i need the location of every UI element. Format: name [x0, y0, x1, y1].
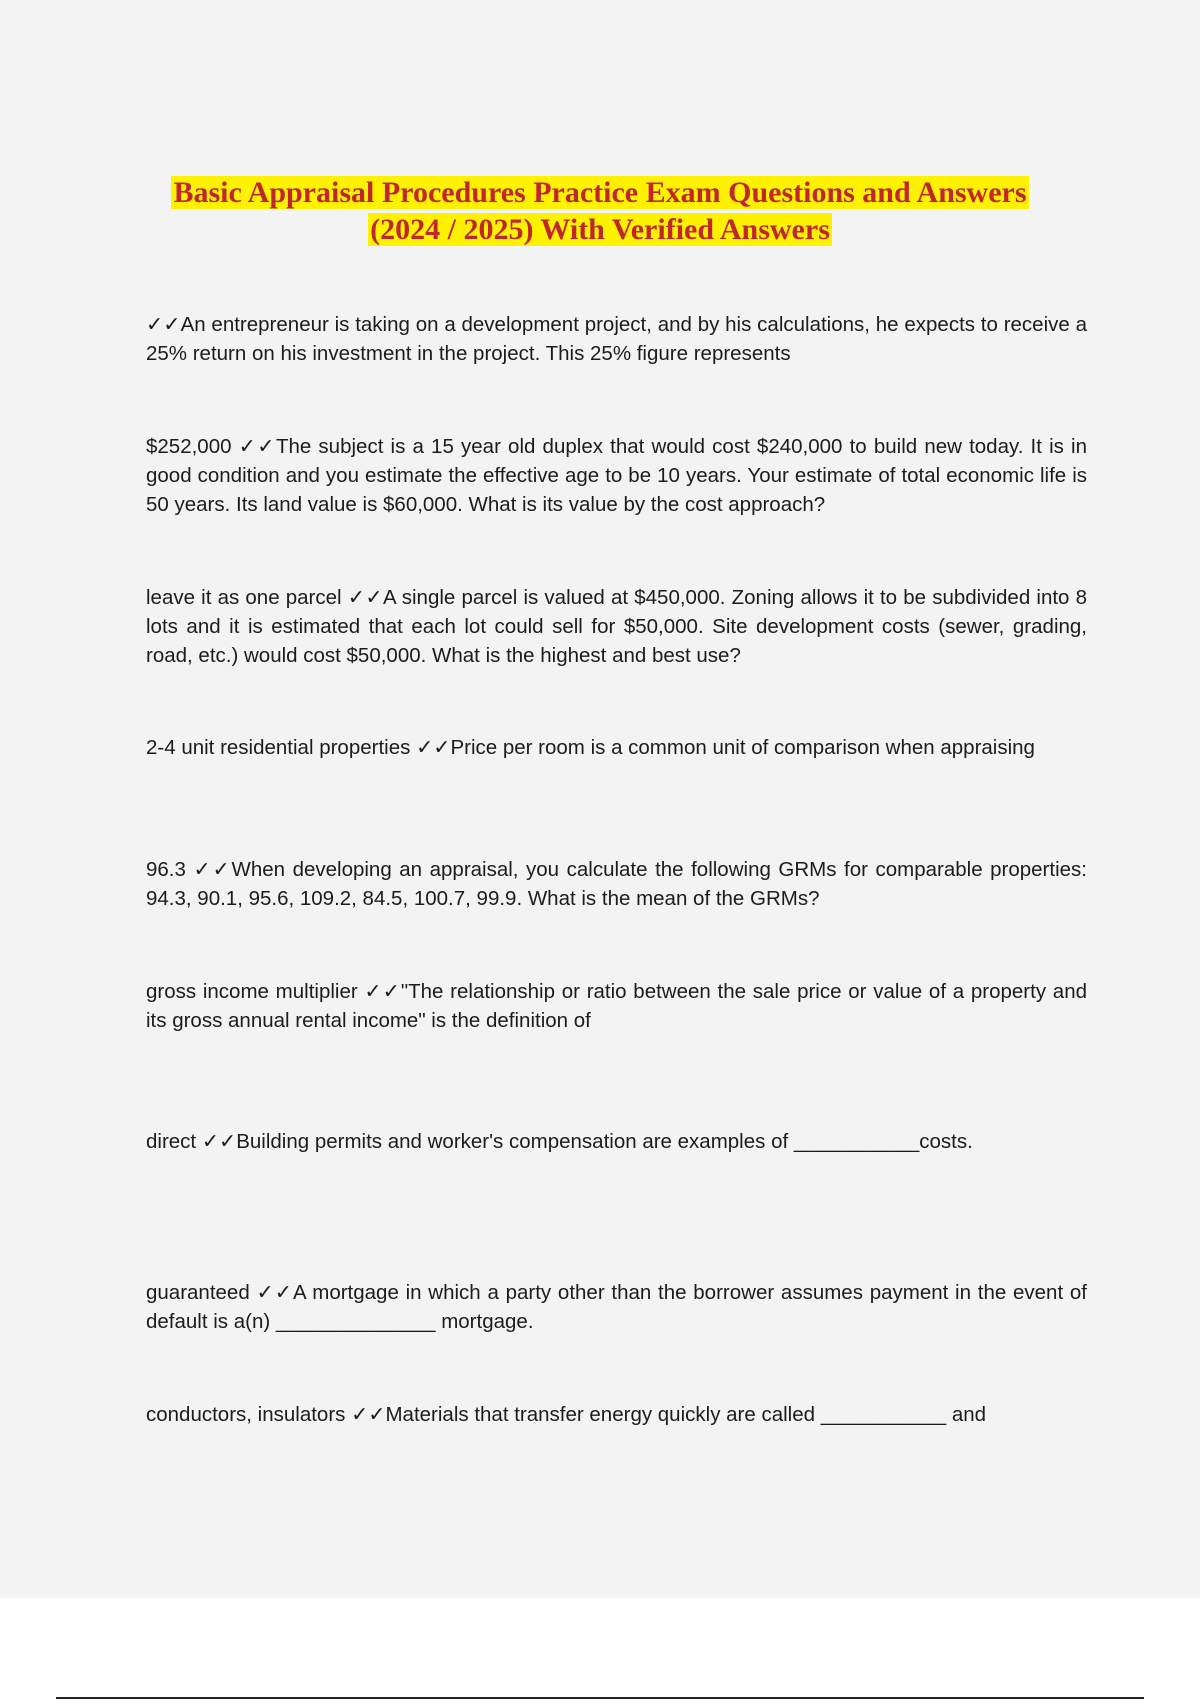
check-mark-icon: ✓✓ — [238, 434, 276, 458]
question-text: A single parcel is valued at $450,000. Zoning allows it to be subdivided into 8 lots and it is estimated that each lot could sell for $50,000. Site development costs (sewer, grading, road, etc.) would cost $50,000. What is the highest and best use? — [146, 586, 1087, 667]
answer-text: conductors, insulators — [146, 1403, 352, 1426]
qa-item-1 — [146, 310, 1087, 368]
qa-item-8 — [146, 1278, 1087, 1336]
qa-item-2 — [146, 432, 1087, 519]
qa-item-9 — [146, 1400, 1087, 1429]
title-line-1: Basic Appraisal Procedures Practice Exam Questions and Answers — [173, 176, 1027, 209]
question-text: Price per room is a common unit of comparison when appraising — [450, 736, 1035, 759]
question-text: Materials that transfer energy quickly are called ___________ and — [385, 1403, 987, 1426]
answer-text: direct — [146, 1130, 202, 1153]
question-text: When developing an appraisal, you calculate the following GRMs for comparable properties: 94.3, 90.1, 95.6, 109.2, 84.5, 100.7, 99.9. What is the mean of the GRMs? — [146, 858, 1087, 910]
qa-item-4 — [146, 733, 1087, 762]
check-mark-icon: ✓✓ — [351, 1402, 386, 1426]
qa-item-7 — [146, 1127, 1087, 1156]
qa-item-3 — [146, 583, 1087, 670]
qa-item-6 — [146, 977, 1087, 1035]
answer-text: leave it as one parcel — [146, 586, 348, 609]
question-text: Building permits and worker's compensation are examples of ___________costs. — [236, 1130, 973, 1153]
check-mark-icon: ✓✓ — [347, 585, 384, 609]
question-text: A mortgage in which a party other than the borrower assumes payment in the event of default is a(n) ______________ mortgage. — [146, 1281, 1087, 1333]
check-mark-icon: ✓✓ — [201, 1129, 237, 1153]
answer-text: guaranteed — [146, 1281, 257, 1304]
check-mark-icon: ✓✓ — [256, 1280, 293, 1304]
title-line-2: (2024 / 2025) With Verified Answers — [370, 213, 830, 246]
answer-text: 96.3 — [146, 858, 194, 881]
check-mark-icon: ✓✓ — [364, 979, 401, 1003]
question-text: "The relationship or ratio between the sale price or value of a property and its gross annual rental income" is the definition of — [146, 980, 1088, 1032]
document-title — [100, 174, 1100, 248]
check-mark-icon: ✓✓ — [146, 312, 181, 336]
question-text: The subject is a 15 year old duplex that would cost $240,000 to build new today. It is in good condition and you estimate the effective age to be 10 years. Your estimate of total economic life is 50 years. Its land value is $60,000. What is its value by the cost approach? — [146, 435, 1088, 516]
answer-text: gross income multiplier — [146, 980, 365, 1003]
check-mark-icon: ✓✓ — [416, 735, 451, 759]
qa-item-5 — [146, 855, 1087, 913]
answer-text: $252,000 — [146, 435, 239, 458]
answer-text: 2-4 unit residential properties — [146, 736, 417, 759]
question-text: An entrepreneur is taking on a development project, and by his calculations, he expects to receive a 25% return on his investment in the project. This 25% figure represents — [146, 313, 1087, 365]
page-bottom-rule — [56, 1697, 1144, 1699]
check-mark-icon: ✓✓ — [193, 857, 232, 881]
